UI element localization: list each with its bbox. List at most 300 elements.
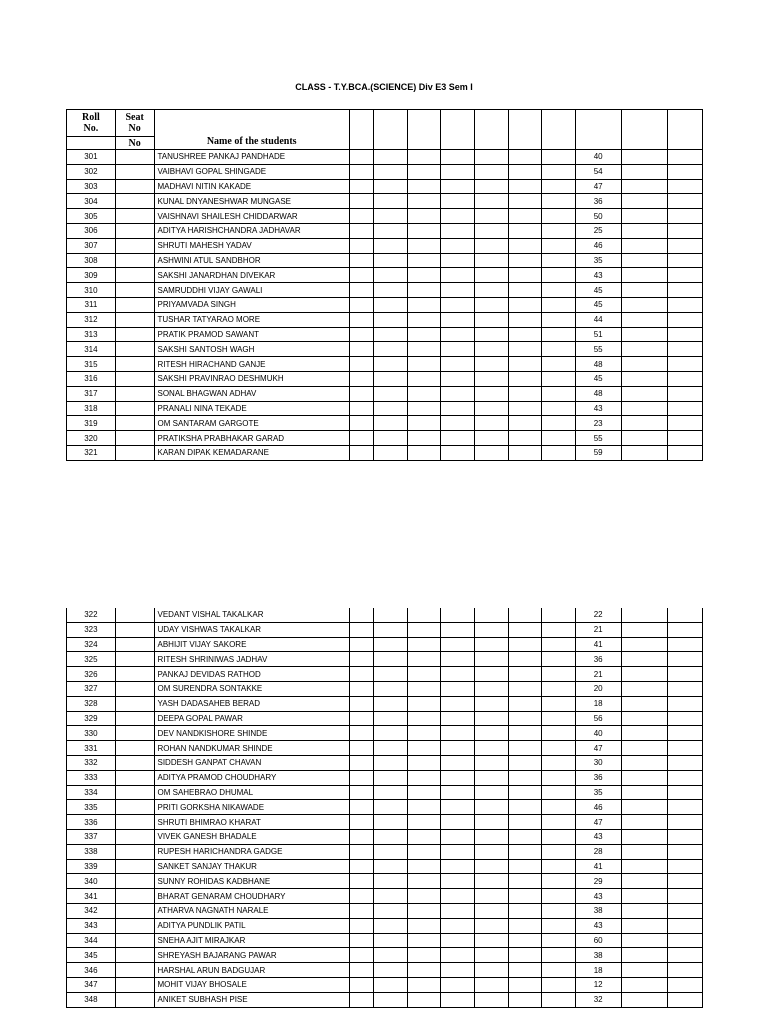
empty-cell <box>668 622 703 637</box>
student-name: ADITYA HARISHCHANDRA JADHAVAR <box>154 223 349 238</box>
empty-cell <box>475 977 509 992</box>
student-name: PRITI GORKSHA NIKAWADE <box>154 800 349 815</box>
empty-cell <box>407 963 441 978</box>
empty-cell <box>475 726 509 741</box>
seat-number <box>115 416 154 431</box>
empty-cell <box>407 933 441 948</box>
seat-number <box>115 164 154 179</box>
empty-cell <box>407 667 441 682</box>
empty-cell <box>668 238 703 253</box>
empty-cell <box>542 431 576 446</box>
empty-cell <box>475 312 509 327</box>
empty-cell <box>508 386 542 401</box>
empty-cell <box>349 800 373 815</box>
empty-cell <box>668 918 703 933</box>
seat-number <box>115 179 154 194</box>
student-name: SNEHA AJIT MIRAJKAR <box>154 933 349 948</box>
student-name: SONAL BHAGWAN ADHAV <box>154 386 349 401</box>
seat-number <box>115 357 154 372</box>
empty-cell <box>621 150 668 165</box>
table-row <box>67 312 703 327</box>
empty-cell <box>542 209 576 224</box>
empty-cell <box>374 357 408 372</box>
empty-cell <box>475 386 509 401</box>
empty-cell <box>668 770 703 785</box>
table-row <box>67 253 703 268</box>
empty-cell <box>475 297 509 312</box>
empty-cell <box>441 312 475 327</box>
empty-cell <box>621 874 668 889</box>
student-table-top <box>66 109 703 461</box>
empty-cell <box>407 681 441 696</box>
empty-cell <box>542 652 576 667</box>
marks-value: 32 <box>575 992 621 1007</box>
empty-cell <box>441 829 475 844</box>
roll-number: 314 <box>67 342 116 357</box>
empty-cell <box>374 933 408 948</box>
empty-cell <box>407 209 441 224</box>
empty-cell <box>621 179 668 194</box>
marks-value: 36 <box>575 652 621 667</box>
empty-cell <box>349 889 373 904</box>
student-name: ADITYA PUNDLIK PATIL <box>154 918 349 933</box>
marks-value: 47 <box>575 741 621 756</box>
empty-cell <box>668 859 703 874</box>
empty-cell <box>407 741 441 756</box>
empty-cell <box>542 948 576 963</box>
table-row <box>67 357 703 372</box>
empty-cell <box>668 608 703 622</box>
roll-number: 306 <box>67 223 116 238</box>
empty-cell <box>475 815 509 830</box>
empty-cell <box>668 785 703 800</box>
roll-number: 329 <box>67 711 116 726</box>
table-row <box>67 223 703 238</box>
student-name: ATHARVA NAGNATH NARALE <box>154 903 349 918</box>
empty-cell <box>374 770 408 785</box>
empty-cell <box>621 800 668 815</box>
empty-cell <box>475 194 509 209</box>
student-name: KARAN DIPAK KEMADARANE <box>154 445 349 460</box>
empty-cell <box>508 770 542 785</box>
seat-number <box>115 667 154 682</box>
empty-cell <box>668 933 703 948</box>
marks-value: 45 <box>575 283 621 298</box>
empty-cell <box>349 371 373 386</box>
empty-cell <box>475 829 509 844</box>
roll-number: 331 <box>67 741 116 756</box>
seat-number <box>115 268 154 283</box>
empty-cell <box>668 431 703 446</box>
empty-cell <box>621 859 668 874</box>
empty-cell <box>475 283 509 298</box>
empty-cell <box>621 164 668 179</box>
empty-cell <box>621 741 668 756</box>
roll-number: 315 <box>67 357 116 372</box>
empty-cell <box>407 977 441 992</box>
empty-cell <box>508 209 542 224</box>
roll-number: 347 <box>67 977 116 992</box>
empty-cell <box>374 223 408 238</box>
seat-number <box>115 312 154 327</box>
empty-cell <box>668 194 703 209</box>
seat-number <box>115 297 154 312</box>
empty-cell <box>407 312 441 327</box>
roll-number: 332 <box>67 755 116 770</box>
table-row <box>67 445 703 460</box>
empty-cell <box>475 667 509 682</box>
empty-cell <box>508 652 542 667</box>
roll-number: 321 <box>67 445 116 460</box>
table-row <box>67 371 703 386</box>
marks-value: 45 <box>575 371 621 386</box>
empty-cell <box>621 297 668 312</box>
student-name: OM SANTARAM GARGOTE <box>154 416 349 431</box>
empty-cell <box>407 431 441 446</box>
empty-cell <box>441 711 475 726</box>
student-name: BHARAT GENARAM CHOUDHARY <box>154 889 349 904</box>
empty-cell <box>621 253 668 268</box>
empty-cell <box>407 268 441 283</box>
empty-cell <box>407 726 441 741</box>
table-row <box>67 297 703 312</box>
empty-cell <box>374 726 408 741</box>
roll-number: 343 <box>67 918 116 933</box>
marks-value: 22 <box>575 608 621 622</box>
page-title: CLASS - T.Y.BCA.(SCIENCE) Div E3 Sem I <box>295 82 473 92</box>
empty-cell <box>349 637 373 652</box>
empty-cell <box>441 445 475 460</box>
empty-cell <box>349 164 373 179</box>
empty-cell <box>475 342 509 357</box>
empty-cell <box>407 652 441 667</box>
seat-number <box>115 963 154 978</box>
student-name: VEDANT VISHAL TAKALKAR <box>154 608 349 622</box>
empty-cell <box>621 948 668 963</box>
empty-cell <box>542 608 576 622</box>
marks-value: 28 <box>575 844 621 859</box>
empty-cell <box>508 608 542 622</box>
seat-number <box>115 711 154 726</box>
empty-cell <box>542 342 576 357</box>
empty-cell <box>374 889 408 904</box>
seat-number <box>115 933 154 948</box>
empty-cell <box>542 711 576 726</box>
student-name: HARSHAL ARUN BADGUJAR <box>154 963 349 978</box>
seat-number <box>115 194 154 209</box>
marks-value: 35 <box>575 785 621 800</box>
empty-cell <box>407 622 441 637</box>
roll-number: 317 <box>67 386 116 401</box>
table-row <box>67 652 703 667</box>
empty-cell <box>441 268 475 283</box>
roll-number: 302 <box>67 164 116 179</box>
empty-cell <box>668 179 703 194</box>
empty-cell <box>374 829 408 844</box>
marks-value: 48 <box>575 386 621 401</box>
empty-cell <box>374 859 408 874</box>
student-rows-bottom <box>67 608 703 1007</box>
empty-cell <box>508 918 542 933</box>
empty-cell <box>407 150 441 165</box>
seat-number <box>115 327 154 342</box>
seat-number <box>115 992 154 1007</box>
empty-cell <box>621 815 668 830</box>
student-name: MOHIT VIJAY BHOSALE <box>154 977 349 992</box>
empty-cell <box>374 681 408 696</box>
roll-number: 335 <box>67 800 116 815</box>
empty-cell <box>407 386 441 401</box>
empty-cell <box>508 357 542 372</box>
empty-cell <box>668 297 703 312</box>
empty-cell <box>374 741 408 756</box>
table-row <box>67 342 703 357</box>
marks-value: 41 <box>575 859 621 874</box>
seat-number <box>115 874 154 889</box>
empty-cell <box>668 815 703 830</box>
empty-cell <box>374 253 408 268</box>
marks-value: 41 <box>575 637 621 652</box>
student-name: ROHAN NANDKUMAR SHINDE <box>154 741 349 756</box>
student-name: MADHAVI NITIN KAKADE <box>154 179 349 194</box>
seat-number <box>115 948 154 963</box>
empty-cell <box>349 179 373 194</box>
empty-cell <box>441 297 475 312</box>
empty-cell <box>349 608 373 622</box>
roll-number: 322 <box>67 608 116 622</box>
empty-cell <box>542 992 576 1007</box>
empty-cell <box>407 238 441 253</box>
marks-value: 56 <box>575 711 621 726</box>
empty-cell <box>508 622 542 637</box>
empty-cell <box>475 357 509 372</box>
empty-cell <box>374 194 408 209</box>
empty-cell <box>441 889 475 904</box>
seat-number <box>115 696 154 711</box>
empty-cell <box>508 223 542 238</box>
empty-cell <box>349 992 373 1007</box>
marks-value: 21 <box>575 622 621 637</box>
empty-cell <box>475 253 509 268</box>
empty-cell <box>374 844 408 859</box>
empty-cell <box>508 696 542 711</box>
empty-cell <box>668 726 703 741</box>
empty-cell <box>374 963 408 978</box>
empty-cell <box>407 297 441 312</box>
empty-cell <box>374 327 408 342</box>
empty-cell <box>407 445 441 460</box>
empty-cell <box>668 755 703 770</box>
marks-value: 35 <box>575 253 621 268</box>
student-name: PRIYAMVADA SINGH <box>154 297 349 312</box>
empty-cell <box>349 933 373 948</box>
roll-number: 334 <box>67 785 116 800</box>
empty-cell <box>668 800 703 815</box>
empty-cell <box>407 903 441 918</box>
empty-cell <box>441 386 475 401</box>
roll-number: 311 <box>67 297 116 312</box>
empty-cell <box>542 829 576 844</box>
student-name: SIDDESH GANPAT CHAVAN <box>154 755 349 770</box>
empty-cell <box>475 327 509 342</box>
roll-number: 309 <box>67 268 116 283</box>
table-row <box>67 844 703 859</box>
empty-cell <box>621 711 668 726</box>
empty-cell <box>475 874 509 889</box>
empty-cell <box>475 948 509 963</box>
empty-cell <box>475 844 509 859</box>
empty-cell <box>475 770 509 785</box>
empty-cell <box>407 711 441 726</box>
empty-cell <box>475 150 509 165</box>
empty-cell <box>508 416 542 431</box>
empty-cell <box>441 844 475 859</box>
empty-cell <box>668 209 703 224</box>
empty-cell <box>475 371 509 386</box>
table-row <box>67 608 703 622</box>
empty-cell <box>621 431 668 446</box>
empty-cell <box>508 327 542 342</box>
empty-cell <box>621 829 668 844</box>
empty-cell <box>374 622 408 637</box>
seat-number <box>115 918 154 933</box>
seat-no-header: Seat No <box>115 110 154 137</box>
empty-cell <box>407 785 441 800</box>
empty-cell <box>668 992 703 1007</box>
table-row <box>67 800 703 815</box>
empty-cell <box>374 179 408 194</box>
empty-cell <box>542 297 576 312</box>
empty-cell <box>542 312 576 327</box>
table-row <box>67 283 703 298</box>
empty-cell <box>441 622 475 637</box>
roll-number: 308 <box>67 253 116 268</box>
marks-value: 43 <box>575 918 621 933</box>
marks-value: 44 <box>575 312 621 327</box>
marks-value: 30 <box>575 755 621 770</box>
empty-cell <box>441 800 475 815</box>
empty-cell <box>475 268 509 283</box>
empty-cell <box>508 977 542 992</box>
empty-cell <box>349 268 373 283</box>
empty-cell <box>407 889 441 904</box>
table-row <box>67 268 703 283</box>
empty-cell <box>349 859 373 874</box>
student-name: ANIKET SUBHASH PISE <box>154 992 349 1007</box>
student-name: SAMRUDDHI VIJAY GAWALI <box>154 283 349 298</box>
marks-value: 40 <box>575 150 621 165</box>
empty-cell <box>621 918 668 933</box>
empty-cell <box>542 977 576 992</box>
empty-cell <box>621 755 668 770</box>
empty-cell <box>621 933 668 948</box>
empty-cell <box>621 844 668 859</box>
empty-cell <box>441 681 475 696</box>
empty-cell <box>349 696 373 711</box>
marks-value: 38 <box>575 948 621 963</box>
table-row <box>67 874 703 889</box>
table-row <box>67 711 703 726</box>
empty-cell <box>508 371 542 386</box>
roll-number: 307 <box>67 238 116 253</box>
marks-value: 47 <box>575 179 621 194</box>
empty-cell <box>441 357 475 372</box>
marks-value: 20 <box>575 681 621 696</box>
seat-number <box>115 800 154 815</box>
empty-cell <box>621 977 668 992</box>
empty-cell <box>508 164 542 179</box>
empty-cell <box>668 829 703 844</box>
empty-cell <box>508 726 542 741</box>
seat-number <box>115 637 154 652</box>
roll-number: 344 <box>67 933 116 948</box>
empty-cell <box>349 238 373 253</box>
empty-cell <box>407 992 441 1007</box>
empty-cell <box>349 785 373 800</box>
empty-cell <box>668 357 703 372</box>
empty-cell <box>621 726 668 741</box>
marks-value: 43 <box>575 829 621 844</box>
student-name: PANKAJ DEVIDAS RATHOD <box>154 667 349 682</box>
empty-cell <box>349 386 373 401</box>
empty-cell <box>542 755 576 770</box>
roll-number: 345 <box>67 948 116 963</box>
empty-cell <box>621 622 668 637</box>
empty-cell <box>542 726 576 741</box>
table-row <box>67 859 703 874</box>
empty-cell <box>668 150 703 165</box>
table-row <box>67 726 703 741</box>
empty-cell <box>542 681 576 696</box>
roll-number: 341 <box>67 889 116 904</box>
empty-cell <box>374 711 408 726</box>
empty-cell <box>475 223 509 238</box>
student-name: SHRUTI MAHESH YADAV <box>154 238 349 253</box>
empty-cell <box>374 608 408 622</box>
table-row <box>67 992 703 1007</box>
empty-cell <box>542 164 576 179</box>
table-row <box>67 179 703 194</box>
empty-cell <box>508 268 542 283</box>
empty-cell <box>508 445 542 460</box>
empty-cell <box>668 874 703 889</box>
empty-cell <box>621 283 668 298</box>
marks-value: 21 <box>575 667 621 682</box>
student-name: OM SAHEBRAO DHUMAL <box>154 785 349 800</box>
roll-number: 325 <box>67 652 116 667</box>
student-name: RITESH HIRACHAND GANJE <box>154 357 349 372</box>
empty-cell <box>349 416 373 431</box>
empty-cell <box>349 445 373 460</box>
empty-cell <box>668 844 703 859</box>
empty-cell <box>349 681 373 696</box>
roll-number: 310 <box>67 283 116 298</box>
empty-cell <box>621 238 668 253</box>
empty-cell <box>542 667 576 682</box>
empty-cell <box>542 844 576 859</box>
empty-cell <box>441 741 475 756</box>
empty-cell <box>374 401 408 416</box>
roll-number: 318 <box>67 401 116 416</box>
empty-cell <box>374 445 408 460</box>
empty-cell <box>374 667 408 682</box>
empty-cell <box>542 696 576 711</box>
table-row <box>67 755 703 770</box>
empty-cell <box>621 312 668 327</box>
empty-cell <box>542 622 576 637</box>
marks-value: 43 <box>575 268 621 283</box>
empty-cell <box>508 741 542 756</box>
